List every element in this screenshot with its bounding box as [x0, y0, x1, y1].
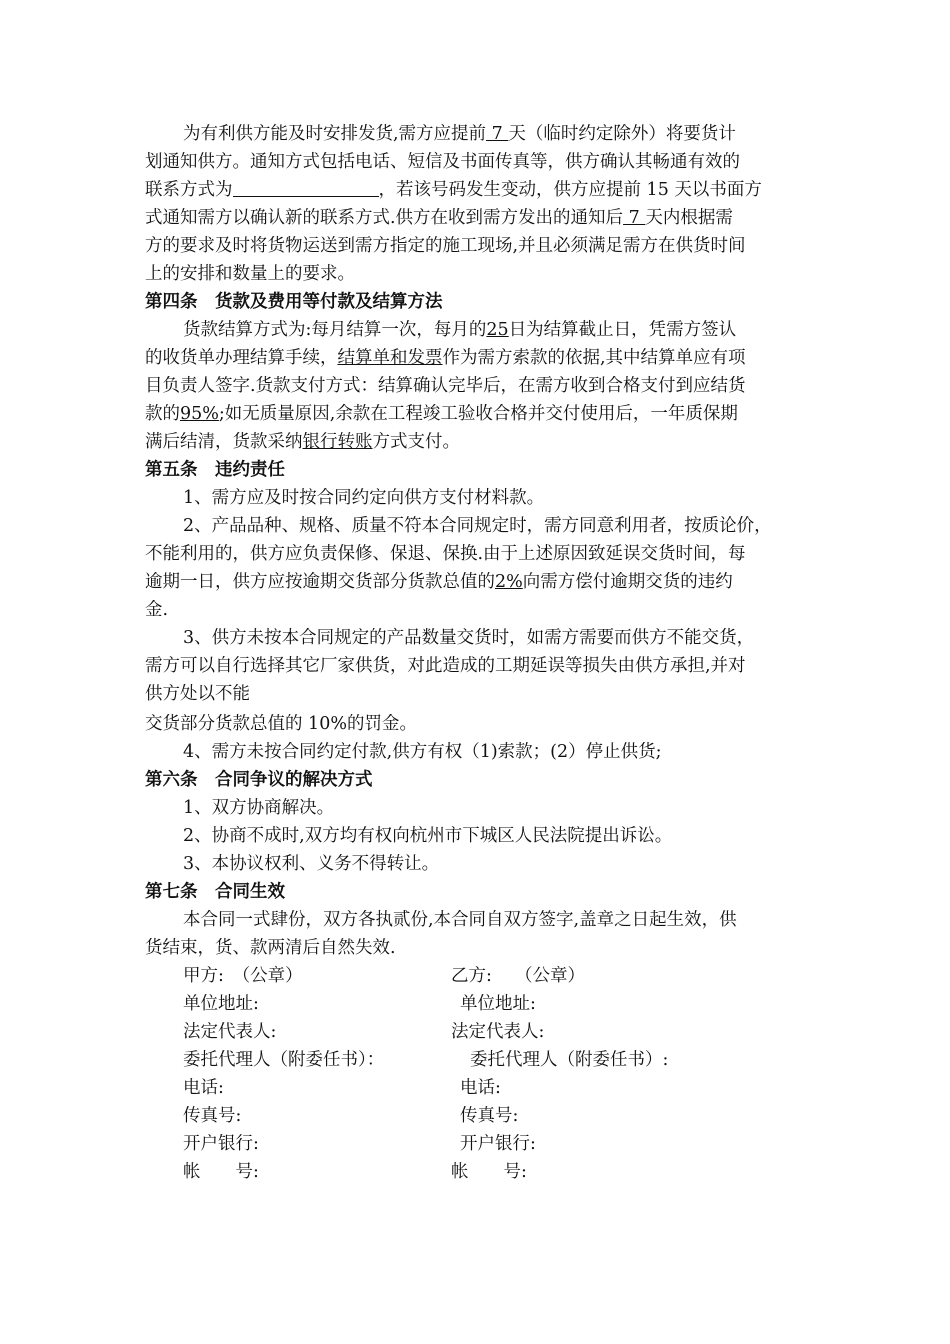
art5-item1: 1、需方应及时按合同约定向供方支付材料款。 — [183, 488, 545, 508]
art5-item2-line4: 金. — [145, 600, 169, 620]
party-a-phone: 电话: — [183, 1078, 224, 1098]
party-a-representative: 法定代表人: — [183, 1022, 277, 1042]
p1-line6: 上的安排和数量上的要求。 — [145, 264, 355, 284]
article4-title: 第四条 货款及费用等付款及结算方法 — [145, 292, 443, 312]
article6-title: 第六条 合同争议的解决方式 — [145, 770, 373, 790]
party-b-phone: 电话: — [460, 1078, 501, 1098]
p1-line5: 方的要求及时将货物运送到需方指定的施工现场,并且必须满足需方在供货时间 — [145, 236, 746, 256]
notice-days: 7 — [486, 124, 509, 144]
art4-line2: 的收货单办理结算手续，结算单和发票作为需方索款的依据,其中结算单应有项 — [145, 348, 746, 368]
art6-item1: 1、双方协商解决。 — [183, 798, 335, 818]
cutoff-day: 25 — [486, 320, 509, 340]
art5-item2-line2: 不能利用的，供方应负责保修、保退、保换.由于上述原因致延误交货时间，每 — [145, 544, 746, 564]
party-b-account: 帐 号: — [451, 1162, 527, 1182]
art5-item3-line3: 供方处以不能 — [145, 684, 250, 704]
p1-line1: 为有利供方能及时安排发货,需方应提前 7 天（临时约定除外）将要货计 — [183, 124, 736, 144]
contact-blank — [233, 178, 379, 197]
art5-item2-line3: 逾期一日，供方应按逾期交货部分货款总值的2%向需方偿付逾期交货的违约 — [145, 572, 733, 592]
art5-item3-line1: 3、供方未按本合同规定的产品数量交货时，如需方需要而供方不能交货， — [183, 628, 755, 648]
penalty-percent: 2% — [495, 572, 523, 592]
art4-line5: 满后结清，货款采纳银行转账方式支付。 — [145, 432, 460, 452]
article7-title: 第七条 合同生效 — [145, 882, 285, 902]
party-b-agent: 委托代理人（附委任书）: — [470, 1050, 669, 1070]
claim-documents: 结算单和发票 — [337, 348, 443, 368]
art7-line2: 货结束，货、款两清后自然失效. — [145, 938, 396, 958]
party-b-address: 单位地址: — [460, 994, 536, 1014]
art5-item3-line2: 需方可以自行选择其它厂家供货，对此造成的工期延误等损失由供方承担,并对 — [145, 656, 746, 676]
party-b-label: 乙方: （公章） — [451, 966, 585, 986]
article5-title: 第五条 违约责任 — [145, 460, 285, 480]
party-a-label: 甲方: （公章） — [183, 966, 303, 986]
party-a-account: 帐 号: — [183, 1162, 259, 1182]
art4-line1: 货款结算方式为:每月结算一次，每月的25日为结算截止日，凭需方签认 — [183, 320, 737, 340]
art5-item3-line4: 交货部分货款总值的 10%的罚金。 — [145, 714, 417, 734]
p1-line4: 式通知需方以确认新的联系方式.供方在收到需方发出的通知后 7 天内根据需 — [145, 208, 733, 228]
art6-item2: 2、协商不成时,双方均有权向杭州市下城区人民法院提出诉讼。 — [183, 826, 673, 846]
party-a-address: 单位地址: — [183, 994, 259, 1014]
p1-line2: 划通知供方。通知方式包括电话、短信及书面传真等，供方确认其畅通有效的 — [145, 152, 740, 172]
party-b-fax: 传真号: — [460, 1106, 519, 1126]
art5-item4: 4、需方未按合同约定付款,供方有权（1)索款；(2）停止供货; — [183, 742, 662, 762]
art6-item3: 3、本协议权利、义务不得转让。 — [183, 854, 440, 874]
party-b-representative: 法定代表人: — [451, 1022, 545, 1042]
delivery-days: 7 — [623, 208, 646, 228]
party-a-bank: 开户银行: — [183, 1134, 259, 1154]
art7-line1: 本合同一式肆份，双方各执贰份,本合同自双方签字,盖章之日起生效，供 — [183, 910, 737, 930]
payment-percent: 95% — [180, 404, 219, 424]
party-b-bank: 开户银行: — [460, 1134, 536, 1154]
party-a-fax: 传真号: — [183, 1106, 242, 1126]
art4-line3: 目负责人签字.货款支付方式：结算确认完毕后，在需方收到合格支付到应结货 — [145, 376, 746, 396]
p1-line3: 联系方式为 ，若该号码发生变动，供方应提前 15 天以书面方 — [145, 180, 762, 200]
payment-method: 银行转账 — [302, 432, 373, 452]
art4-line4: 款的95%;如无质量原因,余款在工程竣工验收合格并交付使用后，一年质保期 — [145, 404, 738, 424]
art5-item2-line1: 2、产品品种、规格、质量不符本合同规定时，需方同意利用者，按质论价， — [183, 516, 772, 536]
party-a-agent: 委托代理人（附委任书）： — [183, 1050, 385, 1070]
